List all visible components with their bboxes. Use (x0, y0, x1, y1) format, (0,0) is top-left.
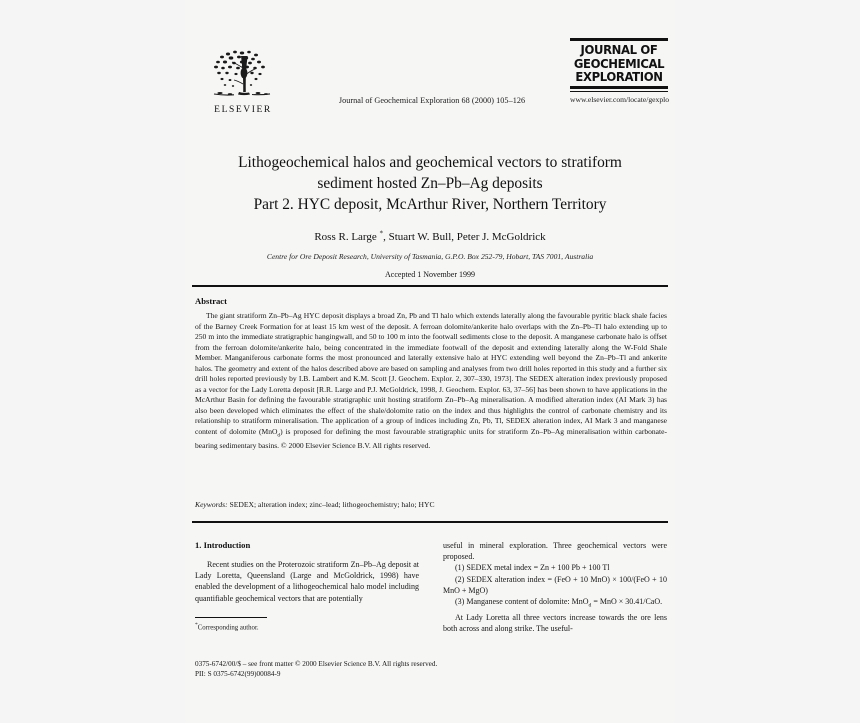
column-left (195, 540, 419, 632)
keywords-text: SEDEX; alteration index; zinc–lead; lithogeochemistry; halo; HYC (229, 500, 435, 509)
elsevier-tree-logo (208, 46, 278, 104)
accepted-date: Accepted 1 November 1999 (385, 269, 475, 279)
abstract-section (195, 296, 667, 452)
vector-item-3: (3) Manganese content of dolomite: MnO$_d$ = MnO × 30.41/CaO. (455, 597, 663, 609)
footer-copyright-line: 0375-6742/00/$ – see front matter © 2000 Elsevier Science B.V. All rights reserved. (195, 660, 438, 668)
footnote-marker: * (195, 622, 198, 628)
author-names: Ross R. Large *, Stuart W. Bull, Peter J. McGoldrick (314, 229, 546, 243)
elsevier-wordmark: ELSEVIER (214, 105, 272, 115)
column-right (443, 540, 667, 634)
elsevier-logo-block (195, 46, 291, 115)
affiliation: Centre for Ore Deposit Research, University of Tasmania, G.P.O. Box 252-79, Hobart, TAS 7001, Australia (266, 251, 594, 261)
corresponding-author-footnote (195, 621, 419, 632)
abstract-text: The giant stratiform Zn–Pb–Ag HYC deposit displays a broad Zn, Pb and Tl halo which extends laterally along the favourable pyritic black shale facies of the Barney Creek Formation for at least 15 km west of the deposit. A ferroan dolomite/ankerite halo overlaps with the Zn–Pb–Tl halo extending up to 250 m into the immediate stratigraphic hangingwall, and 50 to 100 m into the footwall sediments close to the deposit. A manganese carbonate halo is offset from the ferroan dolomite/ankerite halo, being concentrated in the immediate footwall of the deposit and extending laterally along the W-Fold Shale Member. Manganiferous carbonate forms the most pronounced and laterally extensive halo at HYC extending well beyond the Zn–Pb–Tl and ankerite halos. The geometry and extent of the halos described above are based on sampling and analyses from two drill holes reported in this study and a further six drill holes reported previously by I.B. Lambert and K.M. Scott [J. Geochem. Explor. 2, 307–330, 1973]. The SEDEX alteration index previously proposed as a vector for the Lady Loretta deposit [R.R. Large and P.J. McGoldrick, 1998, J. Geochem. Explor. 63, 37–56] has been shown to have applications in the McArthur Basin for defining the favourable stratigraphic unit hosting stratiform Zn–Pb–Ag mineralisation. A modified alteration index (AI Mark 3) has also been developed which eliminates the effect of the shale/dolomite ratio on the index and thus highlights the control of carbonate chemistry and its relationship to stratiform mineralisation. The application of a group of indices including Zn, Pb, Tl, SEDEX alteration index, AI Mark 3 and manganese content of dolomite (MnO$_d$) is proposed for defining the most favourable stratigraphic units for stratiform Zn–Pb–Ag mineralisation within carbonate-bearing sedimentary basins. © 2000 Elsevier Science B.V. All rights reserved. (195, 311, 667, 451)
page-title-line-3: Part 2. HYC deposit, McArthur River, Northern Territory (253, 196, 607, 213)
keywords-bottom-rule (192, 521, 668, 523)
keywords-label: Keywords: (195, 500, 228, 509)
footnote-text: Corresponding author. (197, 624, 259, 632)
journal-url[interactable]: www.elsevier.com/locate/gexplo (570, 94, 670, 104)
abstract-heading: Abstract (195, 296, 227, 306)
author-list (197, 229, 663, 243)
journal-logo-underline (570, 91, 668, 92)
vector-item-2: (2) SEDEX alteration index = (FeO + 10 MnO) × 100/(FeO + 10 MnO + MgO) (443, 574, 667, 595)
vector-item-1: (1) SEDEX metal index = Zn + 100 Pb + 100 Tl (455, 563, 610, 573)
section-heading-introduction: 1. Introduction (195, 540, 251, 550)
body-columns (195, 540, 667, 650)
footnote-separator (195, 617, 267, 618)
masthead (192, 38, 668, 130)
journal-logo-line-1: JOURNAL OF (580, 42, 658, 57)
introduction-continuation: useful in mineral exploration. Three geochemical vectors were proposed. (443, 541, 667, 562)
journal-logo-line-3: EXPLORATION (575, 69, 663, 84)
abstract-top-rule (192, 285, 668, 287)
journal-logo (570, 38, 668, 89)
paper-sheet (185, 0, 675, 723)
page-footer (195, 659, 595, 679)
page-title-line-1: Lithogeochemical halos and geochemical vectors to stratiform (238, 154, 622, 171)
journal-reference-line: Journal of Geochemical Exploration 68 (2000) 105–126 (338, 96, 526, 105)
introduction-paragraph-1: Recent studies on the Proterozoic stratiform Zn–Pb–Ag deposit at Lady Loretta, Queensland (Large and McGoldrick, 1998) have enabled the development of a lithogeochemical halo model including quantifiable geochemical vectors that are potentially (195, 560, 419, 603)
title-block (197, 152, 663, 279)
journal-logo-block (570, 38, 668, 104)
page-title-line-2: sediment hosted Zn–Pb–Ag deposits (317, 175, 543, 192)
footer-pii-line: PII: S 0375-6742(99)00084-9 (195, 670, 281, 678)
keywords-line (195, 500, 667, 509)
lady-loretta-paragraph: At Lady Loretta all three vectors increase towards the ore lens both across and along strike. The useful- (443, 612, 667, 634)
journal-logo-line-2: GEOCHEMICAL (573, 55, 665, 71)
